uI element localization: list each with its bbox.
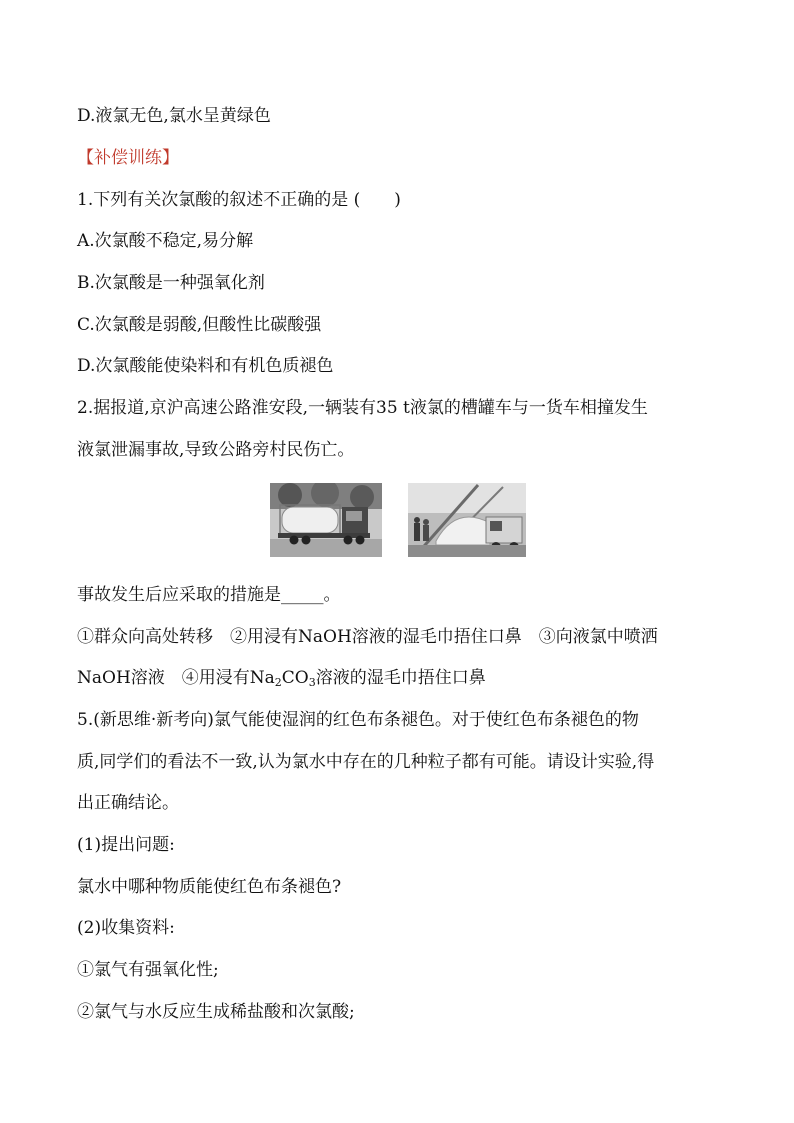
step-2-heading: (2)收集资料: xyxy=(77,918,175,938)
question-5-line2: 质,同学们的看法不一致,认为氯水中存在的几种粒子都有可能。请设计实验,得 xyxy=(77,752,655,772)
option-b: B.次氯酸是一种强氧化剂 xyxy=(77,273,265,293)
step-1-heading: (1)提出问题: xyxy=(77,835,175,855)
accident-scene-photo xyxy=(408,483,526,557)
question-2-line1: 2.据报道,京沪高速公路淮安段,一辆装有35 t液氯的槽罐车与一货车相撞发生 xyxy=(77,398,648,418)
measures-line1: ①群众向高处转移 ②用浸有NaOH溶液的湿毛巾捂住口鼻 ③向液氯中喷洒 xyxy=(77,627,658,647)
question-2-line2: 液氯泄漏事故,导致公路旁村民伤亡。 xyxy=(77,440,355,460)
question-5-line3: 出正确结论。 xyxy=(77,793,179,813)
fact-1: ①氯气有强氧化性; xyxy=(77,960,219,980)
option-d-prev: D.液氯无色,氯水呈黄绿色 xyxy=(77,106,271,126)
tanker-truck-photo xyxy=(270,483,382,557)
section-heading: 【补偿训练】 xyxy=(77,148,179,168)
option-a: A.次氯酸不稳定,易分解 xyxy=(77,231,254,251)
question-5-line1: 5.(新思维·新考向)氯气能使湿润的红色布条褪色。对于使红色布条褪色的物 xyxy=(77,710,639,730)
question-1: 1.下列有关次氯酸的叙述不正确的是 ( ) xyxy=(77,190,401,210)
question-2-blank: 事故发生后应采取的措施是_____。 xyxy=(77,585,341,605)
fact-2: ②氯气与水反应生成稀盐酸和次氯酸; xyxy=(77,1002,355,1022)
step-1-question: 氯水中哪种物质能使红色布条褪色? xyxy=(77,877,342,897)
option-d: D.次氯酸能使染料和有机色质褪色 xyxy=(77,356,334,376)
option-c: C.次氯酸是弱酸,但酸性比碳酸强 xyxy=(77,315,322,335)
measures-line2: NaOH溶液 ④用浸有$Na_2CO_3$溶液的湿毛巾捂住口鼻 xyxy=(77,668,486,689)
